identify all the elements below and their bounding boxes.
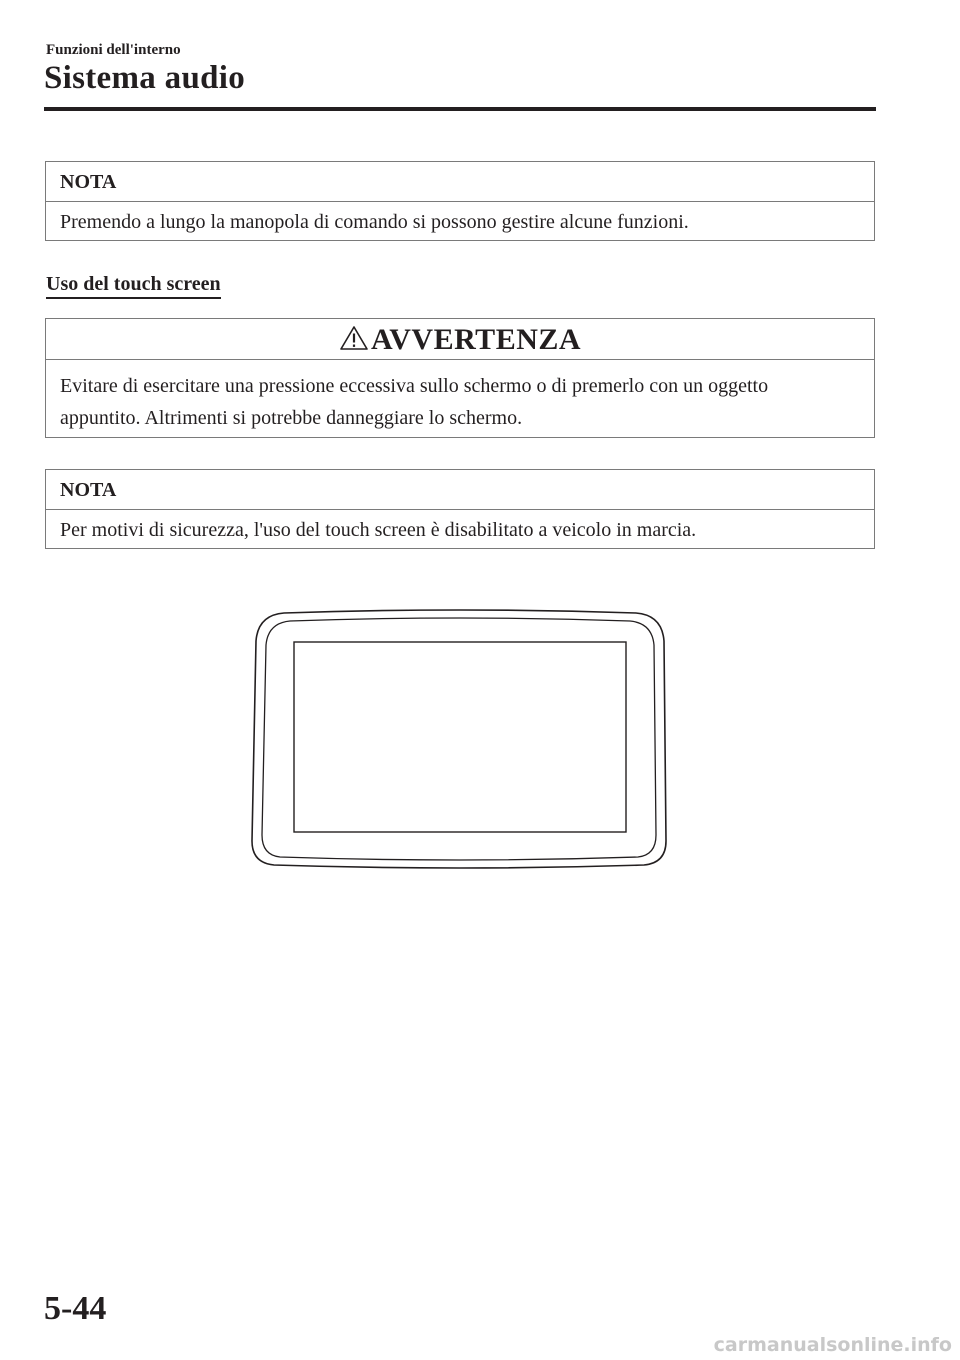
warning-heading-row (46, 319, 874, 360)
screen-inner-bezel (262, 618, 656, 860)
watermark: carmanualsonline.info (713, 1334, 952, 1356)
title-rule (44, 107, 876, 111)
section-label: Funzioni dell'interno (46, 42, 181, 58)
note-text: Premendo a lungo la manopola di comando si possono gestire alcune funzioni. (60, 211, 689, 233)
page-number: 5-44 (44, 1290, 107, 1327)
note-box-1 (45, 161, 875, 241)
note-text: Per motivi di sicurezza, l'uso del touch screen è disabilitato a veicolo in marcia. (60, 519, 697, 541)
touch-screen-illustration (248, 605, 672, 873)
warning-triangle-icon (339, 325, 369, 351)
warning-heading: AVVERTENZA (370, 323, 582, 356)
page-title: Sistema audio (44, 60, 246, 96)
screen-outer-bezel (252, 610, 666, 868)
note-heading: NOTA (46, 470, 874, 510)
warning-line-1: Evitare di esercitare una pressione eccessiva sullo schermo o di premerlo con un oggetto (60, 375, 769, 397)
warning-text (46, 360, 874, 434)
screen-display-area (294, 642, 626, 832)
warning-line-2: appuntito. Altrimenti si potrebbe danneggiare lo schermo. (60, 407, 523, 429)
note-box-2 (45, 469, 875, 549)
note-heading: NOTA (46, 162, 874, 202)
subheading-touch-screen: Uso del touch screen (46, 273, 221, 299)
warning-box (45, 318, 875, 438)
